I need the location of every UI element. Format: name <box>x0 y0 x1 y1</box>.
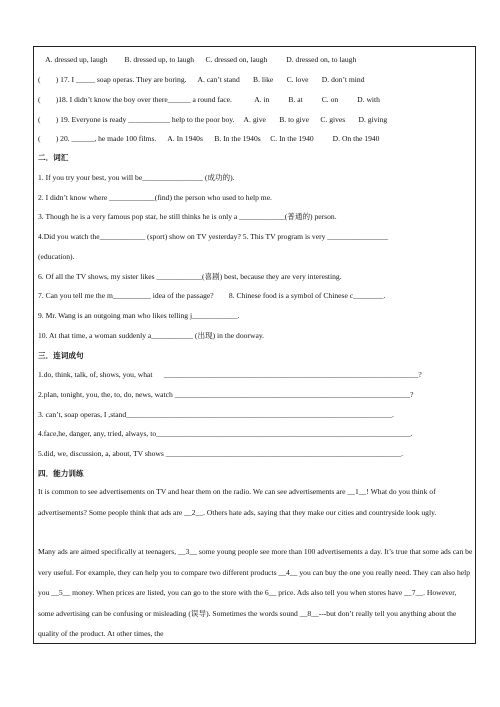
vocab-item: 3. Though he is a very famous pop star, he still thinks he is only a ____________(普通的) person. <box>38 212 337 221</box>
vocab-item: 7. Can you tell me the m__________ idea of the passage? 8. Chinese food is a symbol of Chinese c________. <box>38 291 386 300</box>
mc-question-18: ( )18. I didn’t know the boy over there______ a round face. A. in B. at C. on D. with <box>38 95 380 104</box>
mc-options-16: A. dressed up, laugh B. dressed up, to laugh C. dressed on, laugh D. dressed on, to laugh <box>38 55 357 64</box>
mc-question-17: ( ) 17. I _____ soap operas. They are boring. A. can’t stand B. like C. love D. don’t mind <box>38 75 365 84</box>
mc-question-20: ( ) 20. ______, he made 100 films. A. In 1940s B. In the 1940s C. In the 1940 D. On the 1940 <box>38 134 380 143</box>
sentence-item: 2.plan, tonight, you, the, to, do, news, watch ______________________________________________________________? <box>38 390 414 399</box>
passage-paragraph-2: Many ads are aimed specifically at teenagers, __3__ some young people see more than 100 advertisements a day. It’s true that some ads can be very useful. For example, they can help you to compare two different products __4__ you can buy the one you really need. They can also help you __5__ money. When prices are listed, you can go to the store with the 6__ price. Ads also tell you when stores have __7__. However, some advertising can be confusing or misleading (误导). Sometimes the words sound __8__---but don’t really tell you anything about the quality of the product. At other times, the <box>38 547 473 638</box>
vocab-item: 1. If you try your best, you will be________________ (成功的). <box>38 173 235 182</box>
passage-paragraph-1: It is common to see advertisements on TV and hear them on the radio. We can see advertisements are __1__! What do you think of advertisements? Some people think that ads are __2__. Others hate ads, saying that they make our cities and countryside look ugly. <box>38 487 437 517</box>
sentence-item: 1.do, think, talk, of, shows, you, what ___________________________________________________________________? <box>38 370 422 379</box>
ability-section-title: 四．能力训练 <box>38 469 84 478</box>
vocab-item: 2. I didn’t know where ____________(find) the person who used to help me. <box>38 193 272 202</box>
vocab-item: 4.Did you watch the____________ (sport) show on TV yesterday? 5. This TV program is very ________________ <box>38 232 389 241</box>
vocab-item: 6. Of all the TV shows, my sister likes ____________(喜剧) best, because they are very interesting. <box>38 272 342 281</box>
sentence-item: 4.face,he, danger, any, tried, always, to___________________________________________________________________. <box>38 429 413 438</box>
vocab-item: 9. Mr. Wang is an outgoing man who likes telling j____________. <box>38 311 240 320</box>
sentence-section-title: 三．连词成句 <box>38 351 84 360</box>
vocab-item: (education). <box>38 252 75 261</box>
vocab-item: 10. At that time, a woman suddenly a___________ (出现) in the doorway. <box>38 331 265 340</box>
vocab-section-title: 二．词汇 <box>38 153 69 162</box>
mc-question-19: ( ) 19. Everyone is ready ___________ help to the poor boy. A. give B. to give C. gives D. giving <box>38 115 388 124</box>
sentence-item: 3. can’t, soap operas, I ,stand______________________________________________________________________. <box>38 410 394 419</box>
sentence-item: 5.did, we, discussion, a, about, TV shows ______________________________________________________________. <box>38 449 404 458</box>
